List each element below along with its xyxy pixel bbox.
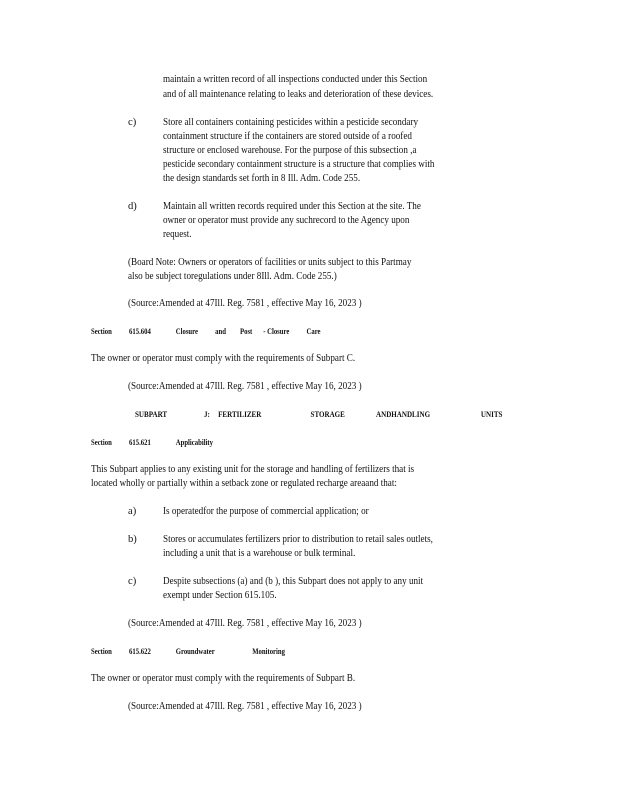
section-title: Applicability	[175, 437, 214, 447]
subpart-heading: SUBPART J: FERTILIZER STORAGE ANDHANDLING UNITS	[135, 409, 503, 419]
section-heading	[91, 325, 321, 337]
section-title: Post	[240, 326, 253, 336]
body-text-line: This Subpart applies to any existing unit for the storage and handling of fertilizers that is	[91, 464, 415, 475]
board-note: (Board Note: Owners or operators of facilities or units subject to this Partmay	[128, 257, 412, 268]
section-title: Closure	[175, 326, 198, 336]
list-item-text: the design standards set forth in 8 Ill. Adm. Code 255.	[163, 173, 361, 184]
list-item-text: Store all containers containing pesticides within a pesticide secondary	[163, 117, 419, 128]
list-item-text: exempt under Section 615.105.	[163, 590, 277, 601]
list-item-label: c)	[128, 117, 137, 128]
list-item-text: structure or enclosed warehouse. For the purpose of this subsection ,a	[163, 145, 417, 156]
section-title: Groundwater	[175, 646, 215, 656]
body-text-line: maintain a written record of all inspections conducted under this Section	[163, 74, 428, 85]
source-note: (Source:Amended at 47Ill. Reg. 7581 , effective May 16, 2023 )	[128, 298, 362, 309]
section-word: Section	[91, 437, 112, 447]
source-note: (Source:Amended at 47Ill. Reg. 7581 , effective May 16, 2023 )	[128, 381, 362, 392]
list-item-label: a)	[128, 506, 137, 517]
section-word: Section	[91, 646, 112, 656]
section-heading	[91, 436, 213, 448]
list-item-text: Despite subsections (a) and (b ), this Subpart does not apply to any unit	[163, 576, 424, 587]
section-number: 615.622	[129, 646, 151, 656]
section-number: 615.604	[129, 326, 151, 336]
section-word: Section	[91, 326, 112, 336]
list-item-text: request.	[163, 229, 192, 240]
section-title: Monitoring	[252, 646, 285, 656]
list-item-text: including a unit that is a warehouse or bulk terminal.	[163, 548, 356, 559]
list-item-text: Is operatedfor the purpose of commercial application; or	[163, 506, 369, 517]
source-note: (Source:Amended at 47Ill. Reg. 7581 , effective May 16, 2023 )	[128, 701, 362, 712]
section-title: - Closure	[263, 326, 290, 336]
section-title: Care	[306, 326, 321, 336]
list-item-text: Maintain all written records required under this Section at the site. The	[163, 201, 421, 212]
list-item-label: b)	[128, 534, 137, 545]
list-item-label: c)	[128, 576, 137, 587]
body-text-line: and of all maintenance relating to leaks and deterioration of these devices.	[163, 89, 434, 100]
body-text-line: located wholly or partially within a setback zone or regulated recharge areaand that:	[91, 478, 397, 489]
list-item-text: containment structure if the containers are stored outside of a roofed	[163, 131, 412, 142]
list-item-text: owner or operator must provide any suchrecord to the Agency upon	[163, 215, 410, 226]
section-number: 615.621	[129, 437, 151, 447]
section-title: and	[215, 326, 226, 336]
section-heading	[91, 645, 285, 657]
list-item-label: d)	[128, 201, 137, 212]
body-text-line: The owner or operator must comply with the requirements of Subpart C.	[91, 353, 356, 364]
board-note: also be subject toregulations under 8Ill. Adm. Code 255.)	[128, 271, 337, 282]
source-note: (Source:Amended at 47Ill. Reg. 7581 , effective May 16, 2023 )	[128, 618, 362, 629]
list-item-text: Stores or accumulates fertilizers prior to distribution to retail sales outlets,	[163, 534, 433, 545]
list-item-text: pesticide secondary containment structure is a structure that complies with	[163, 159, 435, 170]
body-text-line: The owner or operator must comply with the requirements of Subpart B.	[91, 673, 356, 684]
